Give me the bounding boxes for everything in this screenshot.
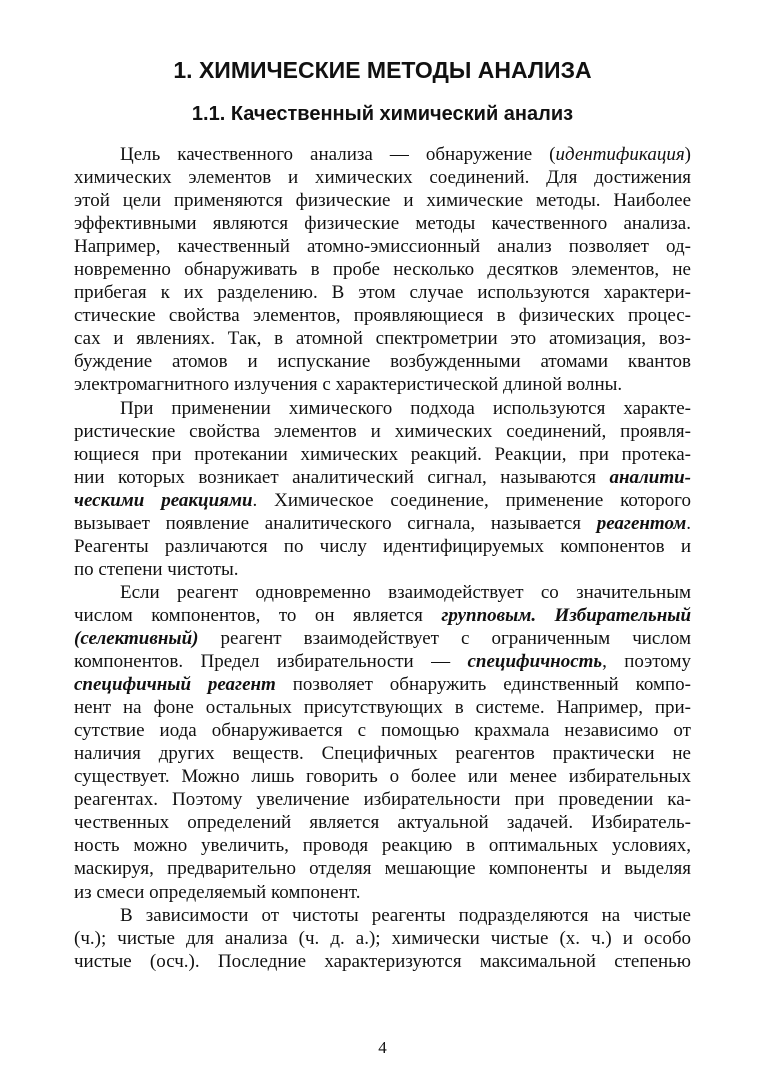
text-line: Реагенты различаются по числу идентифицируемых компонентов и	[74, 535, 691, 557]
paragraph-4	[74, 904, 691, 973]
text-line: числом компонентов, то он является групповым. Избирательный	[74, 604, 692, 626]
text-line: При применении химического подхода используются характе-	[120, 397, 691, 419]
text-line: компонентов. Предел избирательности — специфичность, поэтому	[74, 651, 691, 673]
text-line: ристические свойства элементов и химических соединений, проявля-	[74, 420, 691, 442]
text-line: В зависимости от чистоты реагенты подразделяются на чистые	[120, 904, 691, 926]
body-text	[74, 143, 691, 973]
text-line: (ч.); чистые для анализа (ч. д. а.); химически чистые (х. ч.) и особо	[74, 927, 691, 949]
document-page	[74, 0, 691, 1079]
term-analytical-reactions: аналити-	[609, 466, 691, 488]
text-line: (селективный) реагент взаимодействует с ограниченным числом	[74, 627, 691, 649]
text-line: новременно обнаруживать в пробе несколько десятков элементов, не	[74, 259, 691, 281]
text-line: Например, качественный атомно-эмиссионный анализ позволяет од-	[74, 236, 691, 258]
term-specificity: специфичность	[467, 651, 603, 673]
term-group-selective: групповым. Избирательный	[441, 604, 692, 626]
text-line: химических элементов и химических соединений. Для достижения	[74, 167, 691, 189]
text-line: этой цели применяются физические и химические методы. Наиболее	[74, 190, 691, 212]
term-analytical-reactions-cont: ческими реакциями	[74, 489, 253, 511]
text-line: нии которых возникает аналитический сигнал, называются аналити-	[74, 466, 691, 488]
text-line: чественных определений является актуальной задачей. Избиратель-	[74, 812, 691, 834]
text-line: реагентах. Поэтому увеличение избирательности при проведении ка-	[74, 789, 691, 811]
page-number: 4	[378, 1038, 387, 1057]
text-line: эффективными являются физические методы качественного анализа.	[74, 213, 691, 235]
text-line: нент на фоне остальных присутствующих в системе. Например, при-	[74, 697, 691, 719]
text-line: наличия других веществ. Специфичных реагентов практически не	[74, 743, 691, 765]
text-line: Цель качественного анализа — обнаружение (идентификация)	[120, 144, 691, 165]
chapter-title: 1. ХИМИЧЕСКИЕ МЕТОДЫ АНАЛИЗА	[173, 57, 592, 83]
term-reagent: реагентом	[596, 512, 687, 534]
text-line: электромагнитного излучения с характеристической длиной волны.	[74, 374, 623, 396]
term-specific-reagent: специфичный реагент	[74, 674, 276, 696]
text-line: Если реагент одновременно взаимодействует со значительным	[120, 581, 691, 603]
text-line: существует. Можно лишь говорить о более или менее избирательных	[74, 766, 691, 788]
paragraph-3	[74, 581, 691, 904]
text-line: прибегая к их разделению. В этом случае используются характери-	[74, 282, 691, 304]
text-line: специфичный реагент позволяет обнаружить единственный компо-	[74, 674, 691, 696]
text-line: буждение атомов и испускание возбужденными атомами квантов	[74, 351, 691, 373]
term-selective: (селективный)	[74, 627, 199, 649]
section-title: 1.1. Качественный химический анализ	[191, 103, 574, 125]
text-line: ность можно увеличить, проводя реакцию в оптимальных условиях,	[74, 835, 691, 857]
text-line: ющиеся при протекании химических реакций. Реакции, при протека-	[74, 443, 691, 465]
text-line: сах и явлениях. Так, в атомной спектрометрии это атомизация, воз-	[74, 328, 691, 350]
text-line: чистые (осч.). Последние характеризуются максимальной степенью	[74, 950, 691, 972]
text-line: из смеси определяемый компонент.	[74, 881, 361, 903]
paragraph-2	[74, 397, 691, 581]
text-line: вызывает появление аналитического сигнала, называется реагентом.	[74, 512, 691, 534]
paragraph-1	[74, 143, 691, 397]
text-line: маскируя, предварительно отделяя мешающие компоненты и выделяя	[74, 858, 691, 880]
text-line: ческими реакциями. Химическое соединение, применение которого	[74, 489, 691, 511]
text-line: сутствие иода обнаруживается с помощью крахмала независимо от	[74, 720, 691, 742]
text-line: стические свойства элементов, проявляющиеся в физических процес-	[74, 305, 691, 327]
text-line: по степени чистоты.	[74, 558, 239, 580]
